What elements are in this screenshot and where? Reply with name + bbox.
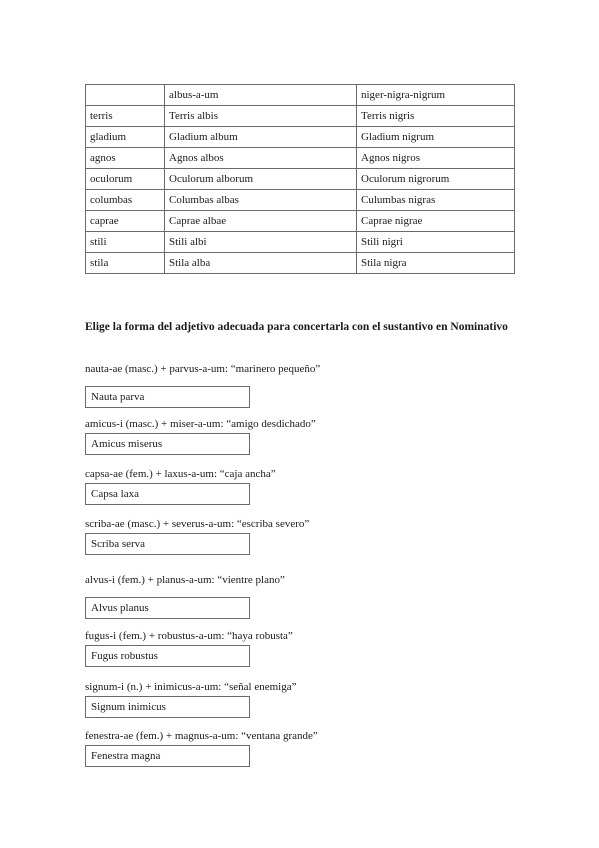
- exercise-item: [85, 517, 525, 555]
- table-header-row: [86, 85, 515, 106]
- answer-field[interactable]: Fugus robustus: [85, 645, 250, 667]
- table-row: [86, 253, 515, 274]
- exercise-item: [85, 729, 525, 767]
- albus-form-cell: Caprae albae: [165, 211, 357, 232]
- noun-cell: columbas: [86, 190, 165, 211]
- table-row: [86, 211, 515, 232]
- answer-field[interactable]: Scriba serva: [85, 533, 250, 555]
- exercise-prompt: nauta-ae (masc.) + parvus-a-um: “marinero pequeño”: [85, 363, 321, 375]
- niger-form-cell: Oculorum nigrorum: [357, 169, 515, 190]
- exercise-instructions: Elige la forma del adjetivo adecuada para concertarla con el sustantivo en Nominativo: [85, 321, 508, 333]
- table-row: [86, 232, 515, 253]
- answer-field[interactable]: Amicus miserus: [85, 433, 250, 455]
- exercise-prompt: fugus-i (fem.) + robustus-a-um: “haya robusta”: [85, 630, 293, 642]
- table-row: [86, 148, 515, 169]
- exercise-prompt: amicus-i (masc.) + miser-a-um: “amigo desdichado”: [85, 418, 316, 430]
- exercise-item: [85, 467, 525, 505]
- exercise-prompt: alvus-i (fem.) + planus-a-um: “vientre plano”: [85, 574, 285, 586]
- exercise-prompt: scriba-ae (masc.) + severus-a-um: “escriba severo”: [85, 518, 310, 530]
- exercise-prompt: fenestra-ae (fem.) + magnus-a-um: “ventana grande”: [85, 730, 318, 742]
- albus-form-cell: Columbas albas: [165, 190, 357, 211]
- albus-form-cell: Terris albis: [165, 106, 357, 127]
- table-header-cell: albus-a-um: [165, 85, 357, 106]
- niger-form-cell: Stili nigri: [357, 232, 515, 253]
- noun-cell: terris: [86, 106, 165, 127]
- exercise-item: [85, 417, 525, 455]
- declension-table: [85, 84, 515, 274]
- table-row: [86, 190, 515, 211]
- exercise-item: [85, 680, 525, 718]
- table-row: [86, 127, 515, 148]
- noun-cell: gladium: [86, 127, 165, 148]
- noun-cell: agnos: [86, 148, 165, 169]
- table-header-cell: niger-nigra-nigrum: [357, 85, 515, 106]
- answer-field[interactable]: Alvus planus: [85, 597, 250, 619]
- answer-field[interactable]: Fenestra magna: [85, 745, 250, 767]
- niger-form-cell: Caprae nigrae: [357, 211, 515, 232]
- albus-form-cell: Stili albi: [165, 232, 357, 253]
- answer-field[interactable]: Signum inimicus: [85, 696, 250, 718]
- exercise-prompt: capsa-ae (fem.) + laxus-a-um: “caja ancha”: [85, 468, 276, 480]
- noun-cell: caprae: [86, 211, 165, 232]
- table-row: [86, 169, 515, 190]
- exercise-prompt: signum-i (n.) + inimicus-a-um: “señal enemiga”: [85, 681, 297, 693]
- exercise-item: [85, 573, 525, 619]
- noun-cell: oculorum: [86, 169, 165, 190]
- albus-form-cell: Stila alba: [165, 253, 357, 274]
- niger-form-cell: Gladium nigrum: [357, 127, 515, 148]
- noun-cell: stili: [86, 232, 165, 253]
- niger-form-cell: Stila nigra: [357, 253, 515, 274]
- albus-form-cell: Agnos albos: [165, 148, 357, 169]
- answer-field[interactable]: Capsa laxa: [85, 483, 250, 505]
- table-row: [86, 106, 515, 127]
- answer-field[interactable]: Nauta parva: [85, 386, 250, 408]
- noun-cell: stila: [86, 253, 165, 274]
- exercise-item: [85, 629, 525, 667]
- albus-form-cell: Oculorum alborum: [165, 169, 357, 190]
- albus-form-cell: Gladium album: [165, 127, 357, 148]
- table-header-cell: [86, 85, 165, 106]
- exercise-item: [85, 362, 525, 408]
- niger-form-cell: Culumbas nigras: [357, 190, 515, 211]
- niger-form-cell: Terris nigris: [357, 106, 515, 127]
- niger-form-cell: Agnos nigros: [357, 148, 515, 169]
